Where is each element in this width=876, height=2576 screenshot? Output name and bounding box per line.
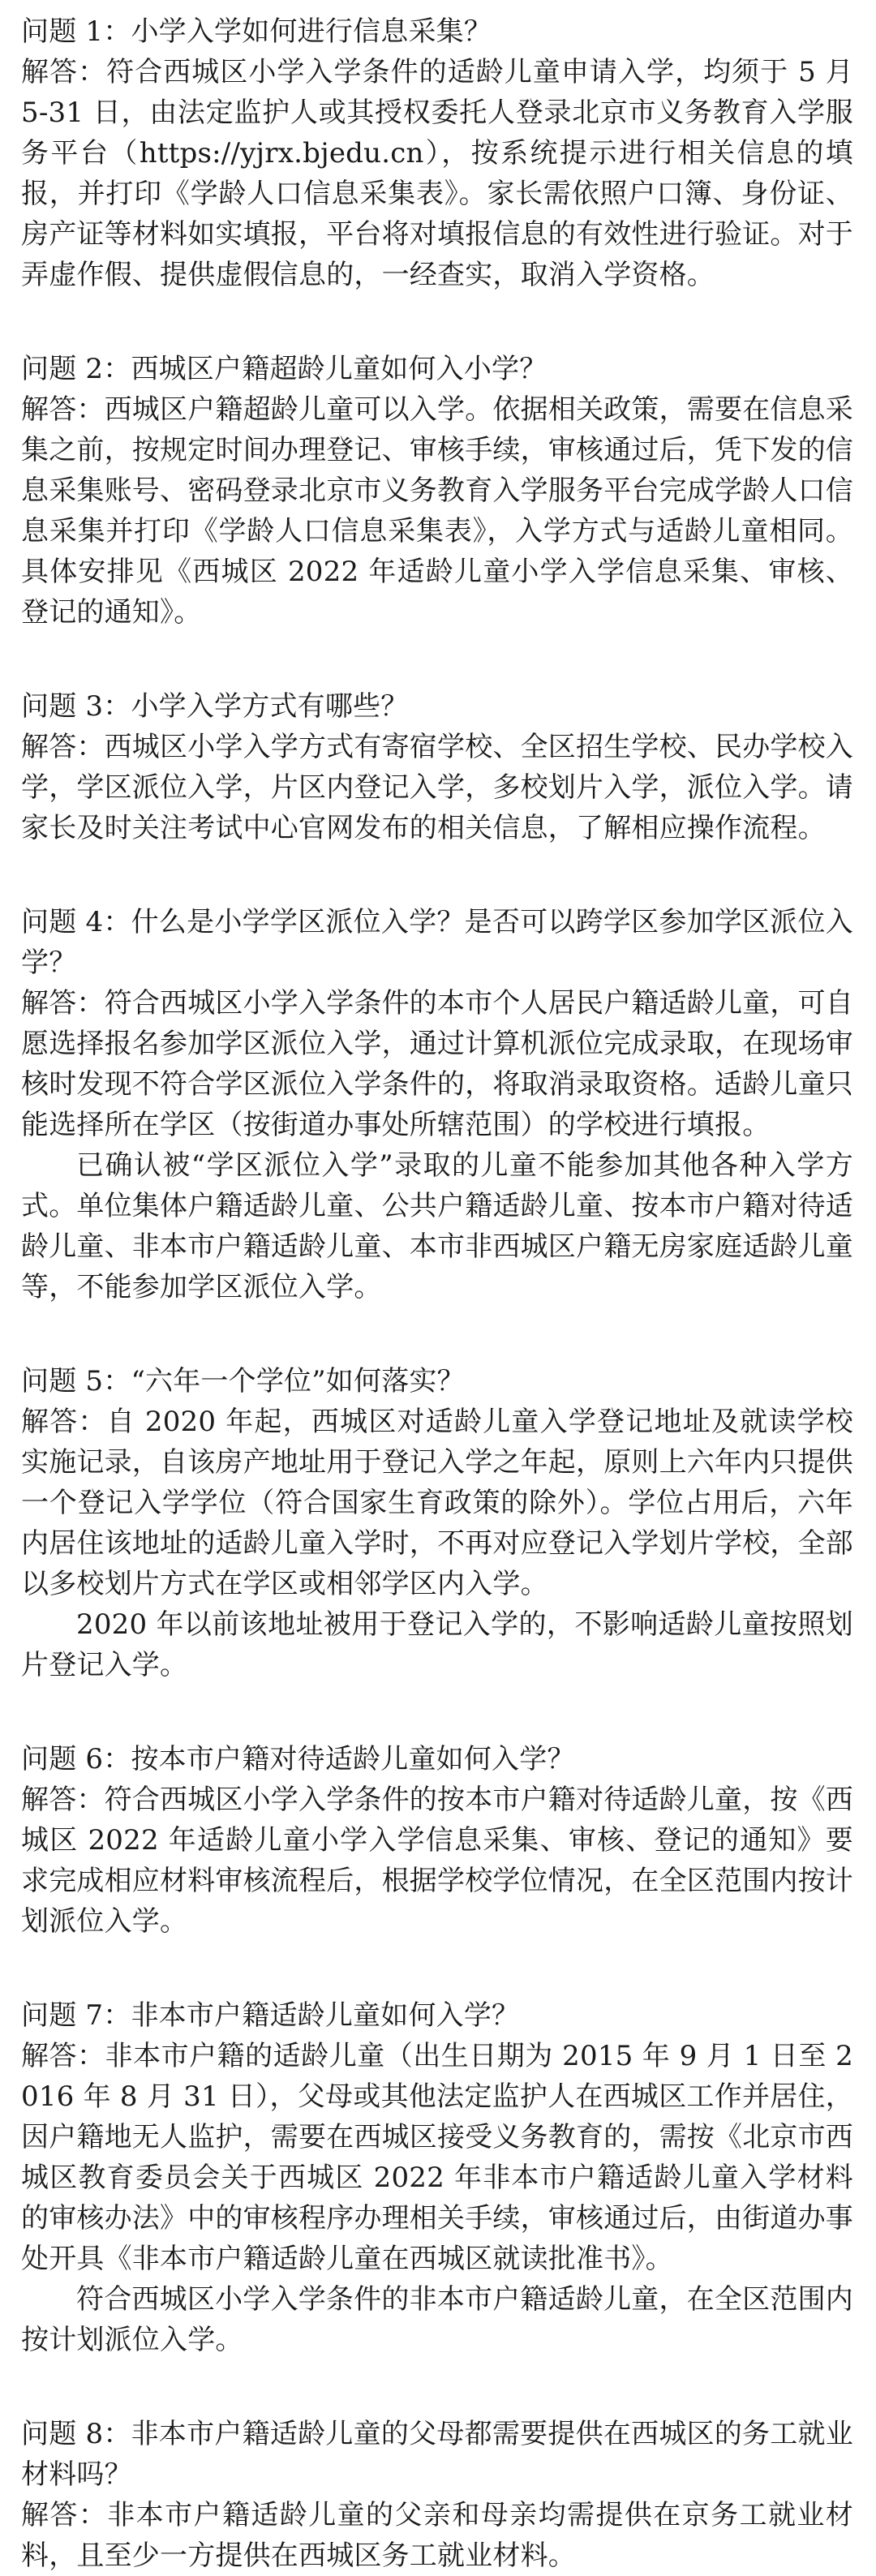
answer-4: 解答：符合西城区小学入学条件的本市个人居民户籍适龄儿童，可自愿选择报名参加学区派位入学，通过计算机派位完成录取，在现场审核时发现不符合学区派位入学条件的，将取消录取资格。适龄儿童只能选择所在学区（按街道办事处所辖范围）的学校进行填报。	[21, 987, 853, 1141]
qa-item-6	[21, 1739, 853, 1942]
answer-4-paragraph-2: 已确认被“学区派位入学”录取的儿童不能参加其他各种入学方式。单位集体户籍适龄儿童、公共户籍适龄儿童、按本市户籍对待适龄儿童、非本市户籍适龄儿童、本市非西城区户籍无房家庭适龄儿童等，不能参加学区派位入学。	[21, 1149, 853, 1303]
question-8: 问题 8：非本市户籍适龄儿童的父母都需要提供在西城区的务工就业材料吗？	[21, 2418, 853, 2491]
answer-7-paragraph-2: 符合西城区小学入学条件的非本市户籍适龄儿童，在全区范围内按计划派位入学。	[21, 2283, 853, 2356]
qa-item-1	[21, 11, 853, 295]
question-7: 问题 7：非本市户籍适龄儿童如何入学？	[21, 1999, 520, 2032]
answer-6: 解答：符合西城区小学入学条件的按本市户籍对待适龄儿童，按《西城区 2022 年适龄儿童小学入学信息采集、审核、登记的通知》要求完成相应材料审核流程后，根据学校学位情况，在全区范围内按计划派位入学。	[21, 1784, 853, 1938]
answer-5-paragraph-2: 2020 年以前该地址被用于登记入学的，不影响适龄儿童按照划片登记入学。	[21, 1608, 853, 1681]
answer-7: 解答：非本市户籍的适龄儿童（出生日期为 2015 年 9 月 1 日至 2016 年 8 月 31 日），父母或其他法定监护人在西城区工作并居住，因户籍地无人监护，需要在西城区接受义务教育的，需按《北京市西城区教育委员会关于西城区 2022 年非本市户籍适龄儿童入学材料的审核办法》中的审核程序办理相关手续，审核通过后，由街道办事处开具《非本市户籍适龄儿童在西城区就读批准书》。	[21, 2040, 853, 2275]
answer-3: 解答：西城区小学入学方式有寄宿学校、全区招生学校、民办学校入学，学区派位入学，片区内登记入学，多校划片入学，派位入学。请家长及时关注考试中心官网发布的相关信息，了解相应操作流程。	[21, 731, 853, 844]
question-1: 问题 1：小学入学如何进行信息采集？	[21, 15, 492, 48]
answer-1: 解答：符合西城区小学入学条件的适龄儿童申请入学，均须于 5 月 5-31 日，由法定监护人或其授权委托人登录北京市义务教育入学服务平台（https://yjrx.bjedu.cn），按系统提示进行相关信息的填报，并打印《学龄人口信息采集表》。家长需依照户口簿、身份证、房产证等材料如实填报，平台将对填报信息的有效性进行验证。对于弄虚作假、提供虚假信息的，一经查实，取消入学资格。	[21, 56, 853, 291]
qa-item-2	[21, 349, 853, 633]
question-5: 问题 5：“六年一个学位”如何落实？	[21, 1365, 465, 1397]
qa-item-5	[21, 1361, 853, 1685]
question-3: 问题 3：小学入学方式有哪些？	[21, 690, 409, 723]
qa-item-7	[21, 1995, 853, 2360]
answer-2: 解答：西城区户籍超龄儿童可以入学。依据相关政策，需要在信息采集之前，按规定时间办理登记、审核手续，审核通过后，凭下发的信息采集账号、密码登录北京市义务教育入学服务平台完成学龄人口信息采集并打印《学龄人口信息采集表》，入学方式与适龄儿童相同。具体安排见《西城区 2022 年适龄儿童小学入学信息采集、审核、登记的通知》。	[21, 393, 853, 629]
qa-item-8	[21, 2414, 853, 2576]
question-4: 问题 4：什么是小学学区派位入学？是否可以跨学区参加学区派位入学？	[21, 906, 853, 979]
qa-item-4	[21, 902, 853, 1307]
answer-5: 解答：自 2020 年起，西城区对适龄儿童入学登记地址及就读学校实施记录，自该房产地址用于登记入学之年起，原则上六年内只提供一个登记入学学位（符合国家生育政策的除外）。学位占用后，六年内居住该地址的适龄儿童入学时，不再对应登记入学划片学校，全部以多校划片方式在学区或相邻学区内入学。	[21, 1406, 853, 1600]
answer-8: 解答：非本市户籍适龄儿童的父亲和母亲均需提供在京务工就业材料，且至少一方提供在西城区务工就业材料。	[21, 2499, 853, 2572]
question-2: 问题 2：西城区户籍超龄儿童如何入小学？	[21, 353, 548, 385]
question-6: 问题 6：按本市户籍对待适龄儿童如何入学？	[21, 1743, 575, 1775]
qa-item-3	[21, 686, 853, 848]
